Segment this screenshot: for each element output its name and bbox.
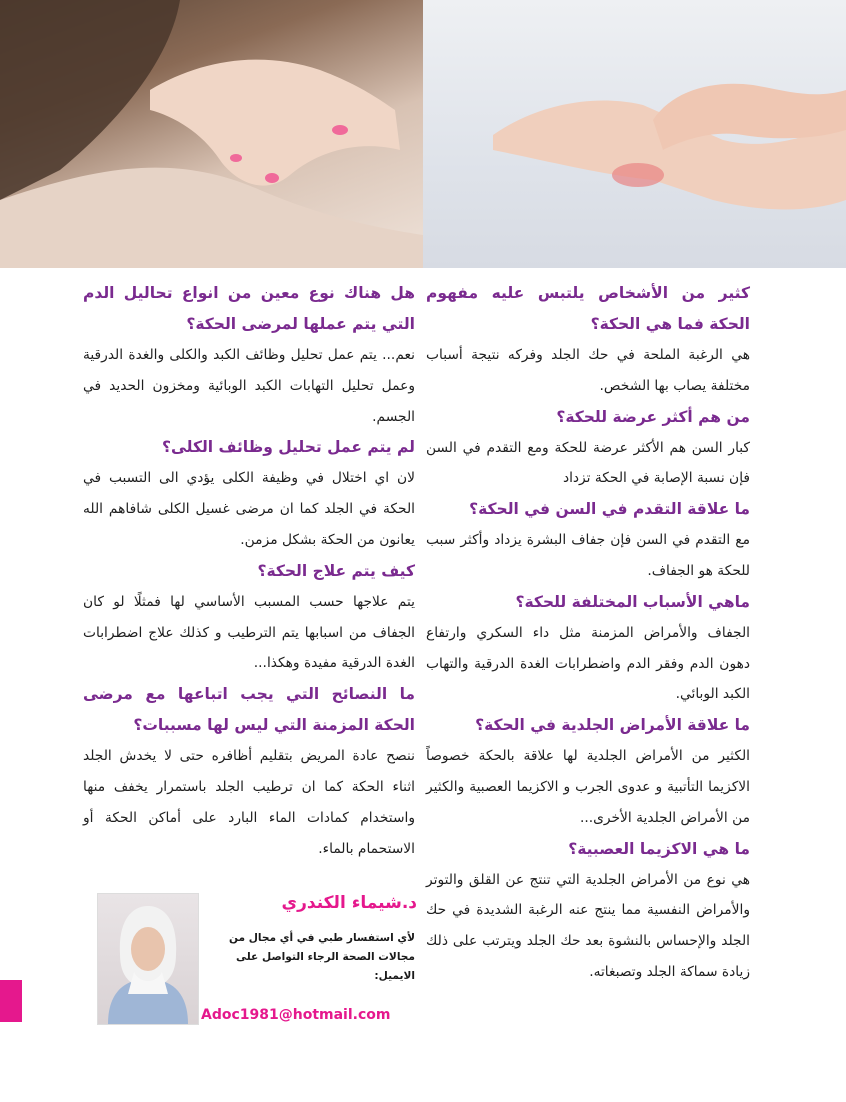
question-heading: لم يتم عمل تحليل وظائف الكلى؟ [161, 438, 415, 457]
page-accent-bar [0, 980, 22, 1022]
author-name: د.شيماء الكندري [281, 893, 417, 913]
question-heading: من هم أكثر عرضة للحكة؟ [556, 407, 750, 426]
answer-paragraph: مع التقدم في السن فإن جفاف البشرة يزداد وأكثر سبب للحكة هو الجفاف. [426, 532, 750, 579]
author-email-link[interactable]: Adoc1981@hotmail.com [201, 1007, 391, 1023]
answer-paragraph: الجفاف والأمراض المزمنة مثل داء السكري وارتفاع دهون الدم وفقر الدم واضطرابات الغدة الدرقية والتهاب الكبد الوبائي. [426, 624, 750, 703]
neck-scratching-photo [0, 0, 423, 268]
answer-paragraph: لان اي اختلال في وظيفة الكلى يؤدي الى التسبب في الحكة في الجلد كما ان مرضى غسيل الكلى شافاهم الله يعانون من الحكة بشكل مزمن. [83, 470, 415, 548]
wrist-scratching-photo [423, 0, 846, 268]
question-heading: هل هناك نوع معين من انواع تحاليل الدم التي يتم عملها لمرضى الحكة؟ [83, 284, 415, 333]
answer-paragraph: هي الرغبة الملحة في حك الجلد وفركه نتيجة أسباب مختلفة يصاب بها الشخص. [426, 347, 750, 394]
question-heading: كثير من الأشخاص يلتبس عليه مفهوم الحكة فما هي الحكة؟ [426, 284, 750, 333]
answer-paragraph: نعم... يتم عمل تحليل وظائف الكبد والكلى والغدة الدرقية وعمل تحليل التهابات الكبد الوبائية ومخزون الحديد في الجسم. [83, 347, 415, 425]
left-column [83, 278, 415, 864]
question-heading: ماهي الأسباب المختلفة للحكة؟ [515, 592, 750, 611]
question-heading: كيف يتم علاج الحكة؟ [257, 561, 415, 580]
answer-paragraph: الكثير من الأمراض الجلدية لها علاقة بالحكة خصوصاً الاكزيما التأتبية و عدوى الجرب و الاكزيما العصبية والكثير من الأمراض الجلدية الأخرى... [426, 748, 750, 826]
contact-note: لأي استفسار طبي في أي مجال من مجالات الصحة الرجاء التواصل على الايميل: [228, 932, 415, 982]
question-heading: ما علاقة الأمراض الجلدية في الحكة؟ [475, 716, 750, 735]
question-heading: ما علاقة التقدم في السن في الحكة؟ [469, 500, 750, 519]
right-column [426, 278, 750, 988]
author-block [97, 893, 417, 1025]
answer-paragraph: يتم علاجها حسب المسبب الأساسي لها فمثلًا لو كان الجفاف من اسبابها يتم الترطيب و كذلك علاج اضطرابات الغدة الدرقية مفيدة وهكذا... [83, 593, 415, 672]
question-heading: ما النصائح التي يجب اتباعها مع مرضى الحكة المزمنة التي ليس لها مسببات؟ [83, 685, 415, 735]
answer-paragraph: ننصح عادة المريض بتقليم أظافره حتى لا يخدش الجلد اثناء الحكة كما ان ترطيب الجلد باستمرار يخفف منها واستخدام كمادات الماء البارد على أماكن الحكة أو الاستحمام بالماء. [83, 748, 415, 857]
answer-paragraph: كبار السن هم الأكثر عرضة للحكة ومع التقدم في السن فإن نسبة الإصابة في الحكة تزداد [426, 439, 750, 487]
question-heading: ما هي الاكزيما العصبية؟ [568, 839, 750, 858]
author-photo [97, 893, 199, 1025]
answer-paragraph: هي نوع من الأمراض الجلدية التي تنتج عن القلق والتوتر والأمراض النفسية مما ينتج عنه الرغبة الشديدة في حك الجلد والإحساس بالنشوة بعد حك الجلد ويترتب على ذلك زيادة سماكة الجلد وتصبغاته. [426, 871, 750, 980]
